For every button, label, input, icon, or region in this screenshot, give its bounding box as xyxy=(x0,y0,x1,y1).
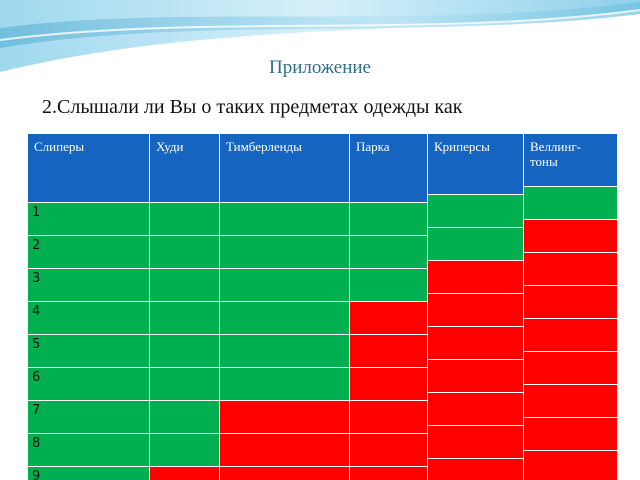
row-label-6: 6 xyxy=(28,367,150,400)
answer-cell xyxy=(428,359,524,392)
answer-cell xyxy=(150,334,220,367)
answer-cell xyxy=(428,293,524,326)
header-first-column: Слиперы xyxy=(28,134,150,202)
answer-cell xyxy=(428,194,524,227)
answer-cell xyxy=(220,235,350,268)
row-label-3: 3 xyxy=(28,268,150,301)
header-wellingtons: Веллинг-тоны xyxy=(524,134,618,202)
answer-cell xyxy=(350,367,428,400)
row-label-4: 4 xyxy=(28,301,150,334)
answer-cell xyxy=(150,433,220,466)
answer-cell xyxy=(350,433,428,466)
answer-cell xyxy=(350,334,428,367)
header-creepers: Криперсы xyxy=(428,134,524,202)
answer-cell xyxy=(428,326,524,359)
answer-cell xyxy=(350,400,428,433)
answer-cell xyxy=(524,384,618,417)
answer-cell xyxy=(524,417,618,450)
answer-cell xyxy=(150,268,220,301)
answer-cell xyxy=(428,458,524,480)
answer-cell xyxy=(220,334,350,367)
answer-cell xyxy=(150,400,220,433)
answer-cell xyxy=(524,351,618,384)
row-label-5: 5 xyxy=(28,334,150,367)
header-timberlands: Тимберленды xyxy=(220,134,350,202)
answer-cell xyxy=(428,425,524,458)
answer-cell xyxy=(350,202,428,235)
survey-table xyxy=(28,134,618,480)
answer-cell xyxy=(150,202,220,235)
answer-cell xyxy=(350,235,428,268)
row-label-8: 8 xyxy=(28,433,150,466)
answer-cell xyxy=(524,318,618,351)
header-parka: Парка xyxy=(350,134,428,202)
answer-cell xyxy=(220,433,350,466)
answer-cell xyxy=(524,450,618,480)
answer-cell xyxy=(350,301,428,334)
answer-cell xyxy=(428,227,524,260)
survey-question: 2.Слышали ли Вы о таких предметах одежды как xyxy=(42,96,463,118)
answer-cell xyxy=(350,268,428,301)
answer-cell xyxy=(524,186,618,219)
answer-cell xyxy=(220,400,350,433)
answer-cell xyxy=(220,367,350,400)
answer-cell xyxy=(524,285,618,318)
answer-cell xyxy=(428,392,524,425)
answer-cell xyxy=(150,466,220,480)
answer-cell xyxy=(150,367,220,400)
row-label-2: 2 xyxy=(28,235,150,268)
answer-cell xyxy=(220,301,350,334)
slide-title: Приложение xyxy=(269,57,371,78)
answer-cell xyxy=(220,268,350,301)
answer-cell xyxy=(150,301,220,334)
answer-cell xyxy=(150,235,220,268)
row-label-7: 7 xyxy=(28,400,150,433)
answer-cell xyxy=(524,252,618,285)
answer-cell xyxy=(220,202,350,235)
answer-cell xyxy=(350,466,428,480)
header-hoodie: Худи xyxy=(150,134,220,202)
row-label-9: 9 xyxy=(28,466,150,480)
answer-cell xyxy=(524,219,618,252)
answer-cell xyxy=(428,260,524,293)
row-label-1: 1 xyxy=(28,202,150,235)
answer-cell xyxy=(220,466,350,480)
